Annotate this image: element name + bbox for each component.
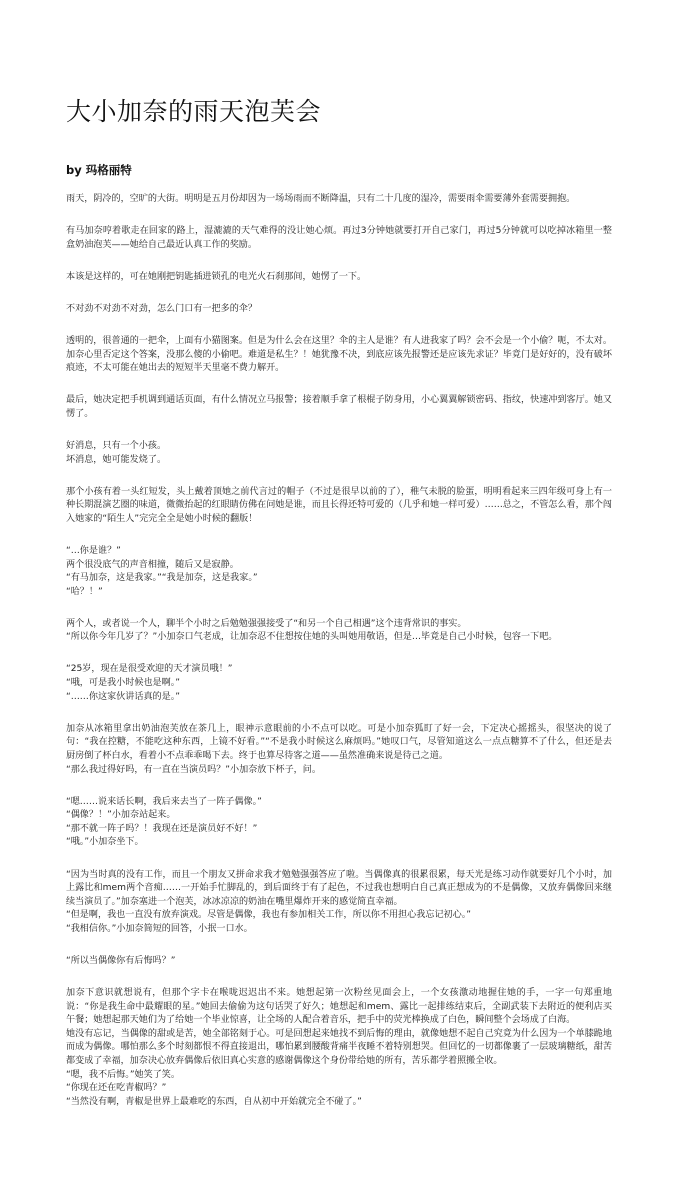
paragraph [66, 545, 612, 599]
paragraph-line: “那不就一阵子吗？！我现在还是演员好不好！” [66, 823, 258, 834]
paragraph-line: 好消息，只有一个小孩。 [66, 440, 167, 451]
paragraph-line: 她没有忘记，当偶像的甜或是苦，她全部铭刻于心。可是回想起来她找不到后悔的理由，就像她想不起自己究竟为什么因为一个单膝跪地而成为偶像。哪怕那么多个时刻都恨不得直接退出，哪怕累到腰酸背痛半夜睡不着特别想哭。但回忆的一切都像裹了一层玻璃糖纸，甜苦都变成了幸福，加奈决心放弃偶像后依旧真心实意的感谢偶像这个身份带给她的所有，苦乐都学着照搬全收。 [66, 1028, 612, 1067]
paragraph-line: 有马加奈哼着歌走在回家的路上，湿漉漉的天气难得的没让她心烦。再过3分钟她就要打开自己家门，再过5分钟就可以吃掉冰箱里一整盒奶油泡芙——她给自己最近认真工作的奖励。 [66, 226, 612, 250]
paragraph-line: “那么我过得好吗，有一直在当演员吗？”小加奈放下杯子，问。 [66, 764, 321, 775]
paragraph-line: “哦。”小加奈坐下。 [66, 837, 144, 848]
paragraph-line: “…你是谁？” [66, 545, 121, 556]
paragraph-line: “25岁，现在是很受欢迎的天才演员哦！” [66, 664, 233, 675]
paragraph-line: “所以你今年几岁了？”小加奈口气老成，让加奈忍不住想按住她的头叫她用敬语，但是…毕竟是自己小时候，包容一下吧。 [66, 632, 558, 643]
paragraph-line: 两个人，或者说一个人，聊半个小时之后勉勉强强接受了“和另一个自己相遇”这个违背常识的事实。 [66, 618, 467, 629]
paragraph-line: “但是啊，我也一直没有放弃演戏。尽管是偶像，我也有参加相关工作，所以你不用担心我忘记初心。” [66, 910, 471, 921]
paragraph-line: 雨天，阴冷的，空旷的大街。明明是五月份却因为一场场雨而不断降温，只有二十几度的湿冷，需要雨伞需要薄外套需要拥抱。 [66, 194, 576, 204]
paragraph-line: 不对劲不对劲不对劲，怎么门口有一把多的伞？ [66, 303, 257, 314]
author-byline: by 玛格丽特 [66, 163, 132, 177]
paragraph [66, 663, 612, 704]
paragraph [66, 955, 612, 969]
paragraph-line: “哦，可是我小时候也是啊。” [66, 678, 180, 689]
paragraph-line: “当然没有啊，青椒是世界上最难吃的东西，自从初中开始就完全不碰了。” [66, 1096, 362, 1107]
paragraph-line: “所以当偶像你有后悔吗？” [66, 955, 176, 966]
paragraph [66, 618, 612, 645]
paragraph-line: “你现在还在吃青椒吗？” [66, 1083, 167, 1094]
paragraph [66, 303, 612, 317]
paragraph [66, 987, 612, 1109]
paragraph-line: 两个很没底气的声音相撞，随后又是寂静。 [66, 559, 239, 570]
paragraph-line: “我相信你。”小加奈简短的回答，小抿一口水。 [66, 923, 253, 934]
paragraph-line: 最后，她决定把手机调到通话页面，有什么情况立马报警；接着顺手拿了根棍子防身用，小心翼翼解锁密码、指纹，快速冲到客厅。她又愣了。 [66, 395, 612, 419]
document-title: 大小加奈的雨天泡芙会 [66, 97, 322, 126]
paragraph-line: 坏消息，她可能发烧了。 [66, 454, 167, 465]
paragraph-line: 加奈从冰箱里拿出奶油泡芙放在茶几上，眼神示意眼前的小不点可以吃。可是小加奈狐盯了好一会，下定决心摇摇头，很坚决的说了句：“我在控糖，不能吃这种东西，上镜不好看。”“不是我小时候这么麻烦吗。”她叹口气，尽管知道这么一点点糖算不了什么，但还是去厨房倒了杯白水，看着小不点乖乖喝下去。终于也算尽待客之道——虽然准确来说是待己之道。 [66, 723, 612, 761]
paragraph-line: “偶像？！”小加奈站起来。 [66, 810, 176, 821]
paragraph [66, 486, 612, 527]
paragraph [66, 796, 612, 850]
paragraph-line: “嗯，我不后悔。”她笑了笑。 [66, 1069, 180, 1080]
paragraph [66, 723, 612, 777]
paragraph-line: “嗯……说来话长啊，我后来去当了一阵子偶像。” [66, 796, 262, 807]
paragraph [66, 225, 612, 252]
paragraph [66, 394, 612, 421]
paragraph-line: 那个小孩有着一头红短发，头上戴着顶她之前代言过的帽子（不过是很早以前的了），稚气未脱的脸蛋，明明看起来三四年级可身上有一种长期混演艺圈的味道，微微抬起的红眼睛仿佛在问她是谁，而且长得还特可爱的（几乎和她一样可爱）……总之，不管怎么看，那个闯入她家的“陌生人”完完全全是她小时候的翻版！ [66, 486, 612, 524]
paragraph [66, 271, 612, 285]
paragraph [66, 869, 612, 937]
paragraph-line: 透明的，很普通的一把伞，上面有小猫图案。但是为什么会在这里？伞的主人是谁？有人进我家了吗？会不会是一个小偷？呃，不太对。加奈心里否定这个答案，没那么傻的小偷吧。难道是私生？！她犹豫不决，到底应该先报警还是应该先求证？毕竟门是好好的，没有破坏痕迹，不太可能在她出去的短短半天里毫不费力解开。 [66, 335, 612, 374]
paragraph-line: “……你这家伙讲话真的是。” [66, 691, 180, 702]
paragraph-line: 本该是这样的，可在她刚把钥匙插进锁孔的电光火石刹那间，她愣了一下。 [66, 271, 367, 282]
paragraph-line: 加奈下意识就想说有，但那个字卡在喉咙迟迟出不来。她想起第一次粉丝见面会上，一个女孩激动地握住她的手，一字一句郑重地说：“你是我生命中最耀眼的星。”她回去偷偷为这句话哭了好久；她想起和mem、露比一起排练结束后，全副武装下去附近的便利店买午餐；她想起那天她们为了给她一个毕业惊喜，让全场的人配合着音乐，把手中的荧光棒换成了白色，瞬间整个会场成了白海。 [66, 988, 612, 1026]
paragraph-line: “有马加奈，这是我家。”“我是加奈，这是我家。” [66, 573, 258, 584]
paragraph [66, 335, 612, 376]
paragraph [66, 193, 612, 207]
document-body [66, 193, 612, 1128]
paragraph-line: “哈？！” [66, 586, 103, 597]
paragraph [66, 440, 612, 467]
paragraph-line: “因为当时真的没有工作，而且一个朋友又拼命求我才勉勉强强答应了啦。当偶像真的很累很累，每天光是练习动作就要好几个小时，加上露比和mem两个音痴……一开始手忙脚乱的，到后面终于有了起色，不过我也想明白自己真正想成为的不是偶像，又放弃偶像回来继续当演员了。”加奈塞进一个泡芙，冰冰凉凉的奶油在嘴里爆炸开来的感觉简直幸福。 [66, 869, 612, 907]
